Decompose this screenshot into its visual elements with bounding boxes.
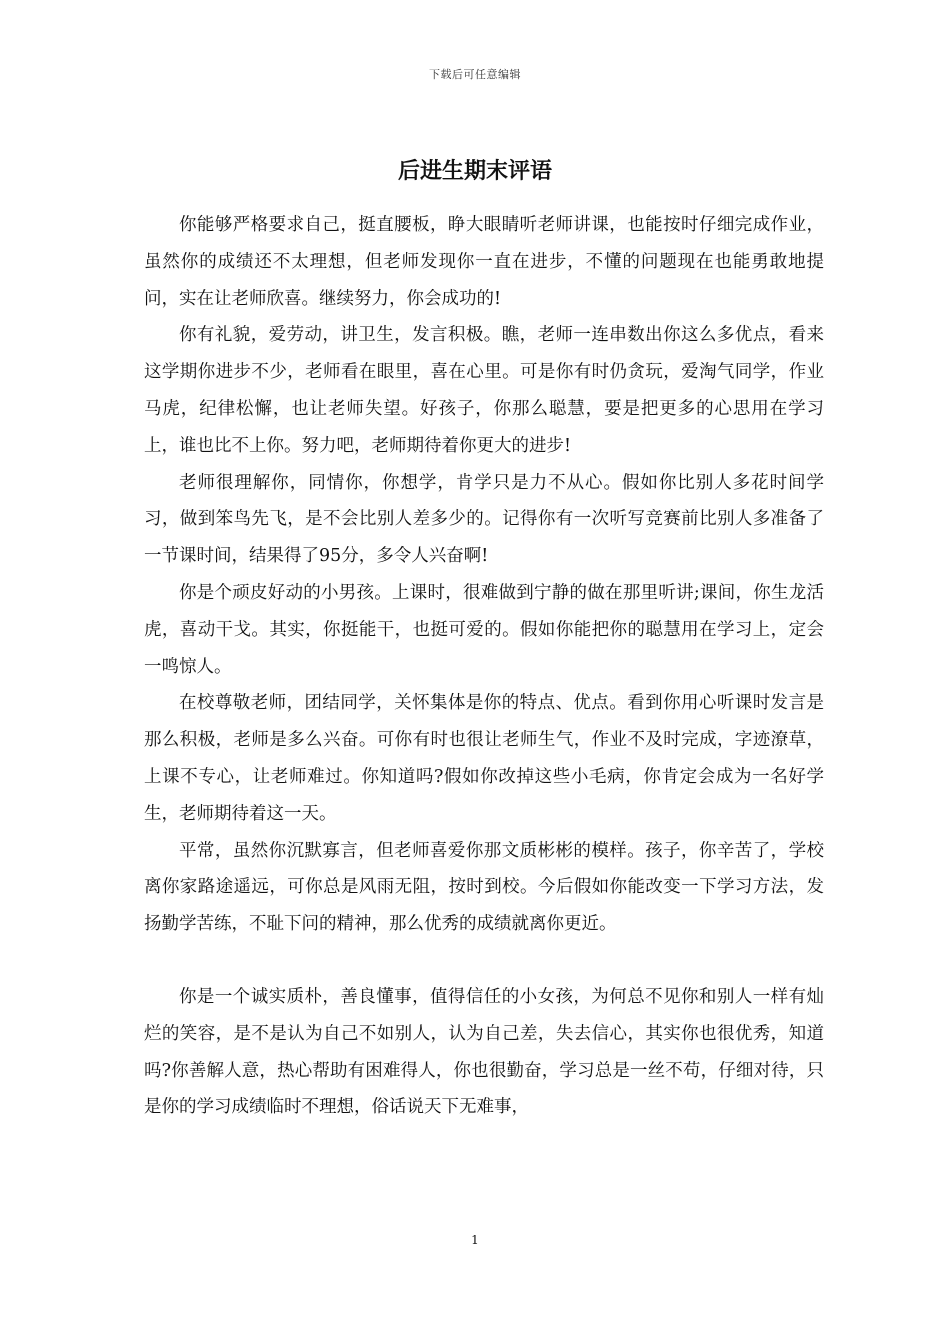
page-header-note: 下载后可任意编辑 [429,68,521,81]
document-title: 后进生期末评语 [397,158,552,184]
comment-paragraph-2: 你有礼貌，爱劳动，讲卫生，发言积极。瞧，老师一连串数出你这么多优点，看来这学期你进步不少，老师看在眼里，喜在心里。可是你有时仍贪玩，爱淘气同学，作业马虎，纪律松懈，也让老师失望。好孩子，你那么聪慧，要是把更多的心思用在学习上，谁也比不上你。努力吧，老师期待着你更大的进步! [144,325,824,456]
comment-paragraph-5: 在校尊敬老师，团结同学，关怀集体是你的特点、优点。看到你用心听课时发言是那么积极，老师是多么兴奋。可你有时也很让老师生气，作业不及时完成，字迹潦草，上课不专心，让老师难过。你知道吗?假如你改掉这些小毛病，你肯定会成为一名好学生，老师期待着这一天。 [144,693,824,824]
comment-paragraph-7: 你是一个诚实质朴，善良懂事，值得信任的小女孩，为何总不见你和别人一样有灿烂的笑容，是不是认为自己不如别人，认为自己差，失去信心，其实你也很优秀，知道吗?你善解人意，热心帮助有困难得人，你也很勤奋，学习总是一丝不苟，仔细对待，只是你的学习成绩临时不理想，俗话说天下无难事， [144,986,824,1118]
comment-paragraph-6: 平常，虽然你沉默寡言，但老师喜爱你那文质彬彬的模样。孩子，你辛苦了，学校离你家路途遥远，可你总是风雨无阻，按时到校。今后假如你能改变一下学习方法，发扬勤学苦练，不耻下问的精神，那么优秀的成绩就离你更近。 [144,840,824,935]
comment-paragraph-4: 你是个顽皮好动的小男孩。上课时，很难做到宁静的做在那里听讲;课间，你生龙活虎，喜动干戈。其实，你挺能干，也挺可爱的。假如你能把你的聪慧用在学习上，定会一鸣惊人。 [144,582,824,677]
page-number: 1 [471,1233,479,1247]
comment-paragraph-3: 老师很理解你，同情你，你想学，肯学只是力不从心。假如你比别人多花时间学习，做到笨鸟先飞，是不会比别人差多少的。记得你有一次听写竞赛前比别人多准备了一节课时间，结果得了95分，多令人兴奋啊! [144,472,824,567]
document-body [144,207,824,1126]
comment-paragraph-1: 你能够严格要求自己，挺直腰板，睁大眼睛听老师讲课，也能按时仔细完成作业，虽然你的成绩还不太理想，但老师发现你一直在进步，不懂的问题现在也能勇敢地提问，实在让老师欣喜。继续努力，你会成功的! [144,215,824,309]
